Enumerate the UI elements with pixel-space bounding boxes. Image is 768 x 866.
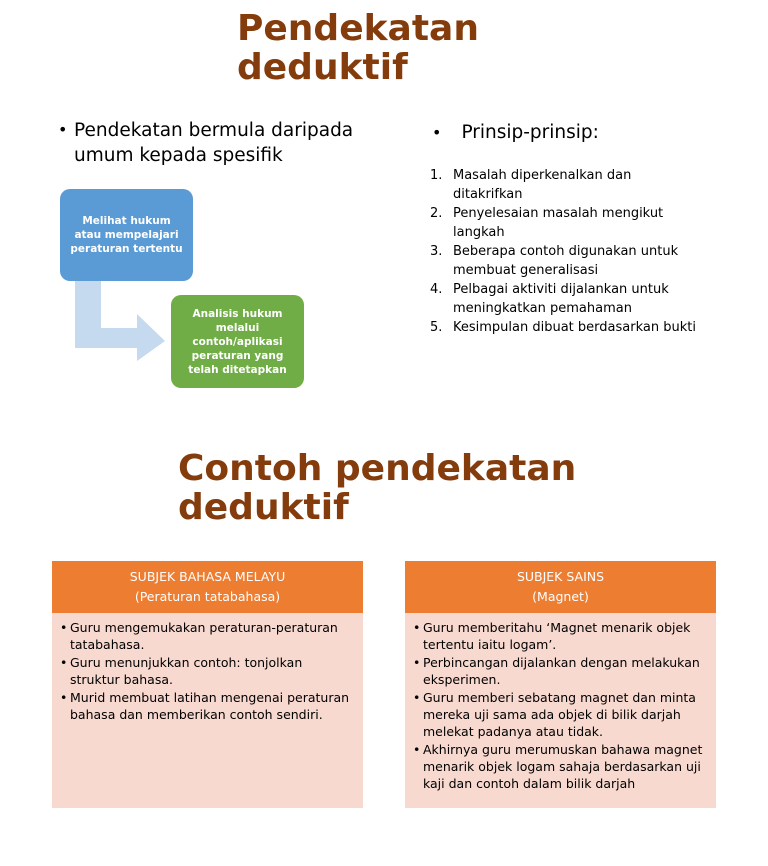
page-title: Pendekatan deduktif bbox=[237, 8, 479, 88]
list-item-text: Akhirnya guru merumuskan bahawa magnet menarik objek logam sahaja berdasarkan uji kaji dan contoh dalam bilik darjah bbox=[423, 742, 703, 791]
list-item bbox=[413, 741, 708, 792]
table-header bbox=[405, 561, 716, 613]
principles-list bbox=[430, 166, 700, 337]
list-item-text: Perbincangan dijalankan dengan melakukan eksperimen. bbox=[423, 655, 700, 687]
principle-number: 1. bbox=[430, 168, 443, 183]
list-item-text: Guru mengemukakan peraturan-peraturan tatabahasa. bbox=[70, 620, 338, 652]
principle-item bbox=[430, 204, 700, 242]
bent-arrow-icon bbox=[75, 280, 175, 362]
principle-item bbox=[430, 318, 700, 337]
bullet-icon: • bbox=[413, 655, 421, 670]
principle-item bbox=[430, 166, 700, 204]
bullet-icon: • bbox=[413, 690, 421, 705]
principles-heading-text: Prinsip-prinsip: bbox=[461, 122, 599, 143]
list-item bbox=[60, 689, 355, 723]
bullet-icon: • bbox=[60, 620, 68, 635]
table-body-list bbox=[405, 613, 716, 792]
principle-number: 3. bbox=[430, 244, 443, 259]
principle-text: Penyelesaian masalah mengikut langkah bbox=[453, 206, 664, 240]
table-header-topic: (Peraturan tatabahasa) bbox=[134, 589, 281, 604]
list-item bbox=[413, 689, 708, 740]
principles-heading bbox=[432, 120, 599, 145]
principle-item bbox=[430, 280, 700, 318]
table-header-topic: (Magnet) bbox=[532, 589, 589, 604]
bullet-icon: • bbox=[58, 120, 68, 139]
principle-number: 2. bbox=[430, 206, 443, 221]
list-item bbox=[60, 654, 355, 688]
list-item-text: Guru memberi sebatang magnet dan minta mereka uji sama ada objek di bilik darjah melekat padanya atau tidak. bbox=[423, 690, 696, 739]
diagram-box-specific bbox=[171, 295, 304, 388]
principle-number: 5. bbox=[430, 320, 443, 335]
diagram-box-general bbox=[60, 189, 193, 281]
list-item bbox=[60, 619, 355, 653]
bullet-icon: • bbox=[413, 742, 421, 757]
list-item bbox=[413, 619, 708, 653]
table-bahasa-melayu bbox=[52, 561, 363, 808]
principle-text: Kesimpulan dibuat berdasarkan bukti bbox=[453, 320, 696, 335]
intro-bullet bbox=[58, 118, 378, 168]
principle-text: Masalah diperkenalkan dan ditakrifkan bbox=[453, 168, 632, 202]
table-body-list bbox=[52, 613, 363, 723]
bullet-icon: • bbox=[60, 690, 68, 705]
bullet-icon: • bbox=[60, 655, 68, 670]
table-header-subject: SUBJEK SAINS bbox=[516, 569, 605, 584]
table-header bbox=[52, 561, 363, 613]
diagram-box-general-label: Melihat hukum atau mempelajari peraturan tertentu bbox=[70, 215, 183, 255]
bullet-icon: • bbox=[432, 123, 442, 142]
principle-text: Pelbagai aktiviti dijalankan untuk meningkatkan pemahaman bbox=[453, 282, 669, 316]
list-item bbox=[413, 654, 708, 688]
list-item-text: Guru memberitahu ‘Magnet menarik objek tertentu iaitu logam’. bbox=[423, 620, 691, 652]
intro-text: Pendekatan bermula daripada umum kepada spesifik bbox=[74, 120, 354, 166]
principle-text: Beberapa contoh digunakan untuk membuat generalisasi bbox=[453, 244, 679, 278]
list-item-text: Guru menunjukkan contoh: tonjolkan struktur bahasa. bbox=[70, 655, 303, 687]
table-header-subject: SUBJEK BAHASA MELAYU bbox=[129, 569, 286, 584]
principle-number: 4. bbox=[430, 282, 443, 297]
list-item-text: Murid membuat latihan mengenai peraturan bahasa dan memberikan contoh sendiri. bbox=[70, 690, 350, 722]
section-title: Contoh pendekatan deduktif bbox=[178, 448, 577, 528]
table-sains bbox=[405, 561, 716, 808]
bullet-icon: • bbox=[413, 620, 421, 635]
principle-item bbox=[430, 242, 700, 280]
diagram-box-specific-label: Analisis hukum melalui contoh/aplikasi peraturan yang telah ditetapkan bbox=[188, 307, 287, 376]
